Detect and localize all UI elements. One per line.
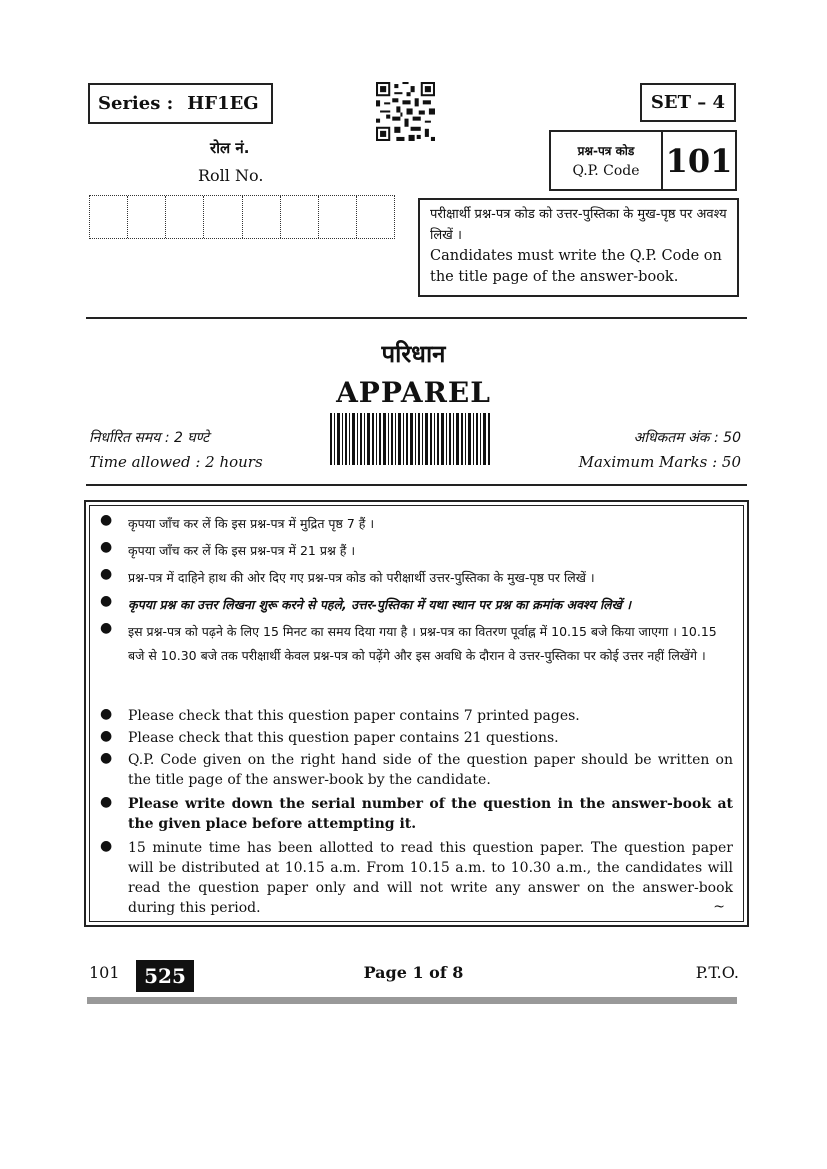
qp-code-notice — [418, 198, 739, 297]
footer-rule — [87, 997, 737, 1004]
bullet-icon: ● — [100, 706, 113, 722]
instruction-hindi-text: प्रश्न-पत्र में दाहिने हाथ की ओर दिए गए प्रश्न-पत्र कोड को परीक्षार्थी उत्तर-पुस्तिका के मुख-पृष्ठ पर लिखें । — [128, 570, 595, 585]
series-box — [88, 83, 273, 124]
roll-digit-box[interactable] — [243, 196, 281, 238]
maximum-marks-hindi: अधिकतम अंक : 50 — [633, 430, 741, 446]
time-allowed: Time allowed : 2 hours — [89, 453, 263, 471]
maximum-marks: Maximum Marks : 50 — [578, 453, 741, 471]
bullet-icon: ● — [100, 728, 113, 744]
roll-digit-box[interactable] — [204, 196, 242, 238]
instruction-hindi-text: इस प्रश्न-पत्र को पढ़ने के लिए 15 मिनट का समय दिया गया है । प्रश्न-पत्र का वितरण पूर्वाह्न में 10.15 बजे किया जाएगा । 10.15 बजे से 10.30 बजे तक परीक्षार्थी केवल प्रश्न-पत्र को पढ़ेंगे और इस अवधि के दौरान वे उत्तर-पुस्तिका पर कोई उत्तर नहीं लिखेंगे । — [128, 624, 717, 663]
time-allowed-hindi: निर्धारित समय : 2 घण्टे — [89, 430, 210, 446]
bullet-icon: ● — [100, 838, 113, 854]
footer-serial-number: 525 — [136, 960, 194, 992]
barcode-icon — [330, 413, 490, 465]
roll-number-label: Roll No. — [198, 166, 264, 185]
instruction-text: 15 minute time has been allotted to read this question paper. The question paper will be distributed at 10.15 a.m. From 10.15 a.m. to 10.30 a.m., the candidates will read the question paper only and will not write any answer on the answer-book during this period. — [128, 840, 733, 916]
instruction-text: Please check that this question paper contains 21 questions. — [128, 730, 559, 746]
roll-digit-box[interactable] — [90, 196, 128, 238]
notice-english: Candidates must write the Q.P. Code on the title page of the answer-book. — [430, 248, 722, 285]
instructions-box — [84, 500, 749, 927]
footer-qp-code: 101 — [89, 963, 120, 982]
instruction-text: Please check that this question paper contains 7 printed pages. — [128, 708, 580, 724]
qp-code-value: 101 — [665, 141, 733, 180]
bullet-icon: ● — [100, 593, 113, 609]
instruction-hindi-text: कृपया जाँच कर लें कि इस प्रश्न-पत्र में मुद्रित पृष्ठ 7 हैं । — [128, 516, 375, 531]
roll-digit-box[interactable] — [281, 196, 319, 238]
bullet-icon: ● — [100, 794, 113, 810]
instruction-text: Please write down the serial number of the question in the answer-book at the given place before attempting it. — [128, 796, 733, 832]
roll-digit-box[interactable] — [319, 196, 357, 238]
series-value: HF1EG — [187, 93, 259, 114]
bullet-icon: ● — [100, 620, 113, 636]
instruction-text: Q.P. Code given on the right hand side of the question paper should be written on the title page of the answer-book by the candidate. — [128, 752, 733, 788]
tilde-mark: ~ — [713, 899, 725, 915]
notice-hindi: परीक्षार्थी प्रश्न-पत्र कोड को उत्तर-पुस्तिका के मुख-पृष्ठ पर अवश्य लिखें । — [430, 207, 727, 243]
qp-code-label: Q.P. Code — [572, 163, 640, 179]
roll-digit-box[interactable] — [357, 196, 394, 238]
divider — [86, 484, 747, 486]
instruction-hindi-text: कृपया प्रश्न का उत्तर लिखना शुरू करने से पहले, उत्तर-पुस्तिका में यथा स्थान पर प्रश्न का क्रमांक अवश्य लिखें । — [128, 597, 631, 612]
qp-code-label-hindi: प्रश्न-पत्र कोड — [577, 144, 635, 158]
instructions-inner-border — [89, 505, 744, 922]
subject-title-hindi: परिधान — [381, 340, 446, 368]
please-turn-over: P.T.O. — [695, 963, 739, 982]
divider — [86, 317, 747, 319]
bullet-icon: ● — [100, 750, 113, 766]
instruction-hindi-text: कृपया जाँच कर लें कि इस प्रश्न-पत्र में 21 प्रश्न हैं । — [128, 543, 356, 558]
roll-digit-box[interactable] — [166, 196, 204, 238]
series-label: Series : — [98, 93, 174, 114]
subject-title: APPAREL — [336, 376, 491, 409]
roll-number-boxes[interactable] — [89, 195, 395, 239]
roll-number-label-hindi: रोल नं. — [210, 139, 250, 157]
set-label: SET – 4 — [650, 92, 726, 113]
qp-code-labels — [551, 132, 663, 189]
bullet-icon: ● — [100, 566, 113, 582]
page-number: Page 1 of 8 — [363, 963, 464, 982]
qr-code-icon — [376, 82, 435, 141]
bullet-icon: ● — [100, 512, 113, 528]
qp-code-box — [549, 130, 737, 191]
bullet-icon: ● — [100, 539, 113, 555]
set-box — [640, 83, 736, 122]
roll-digit-box[interactable] — [128, 196, 166, 238]
